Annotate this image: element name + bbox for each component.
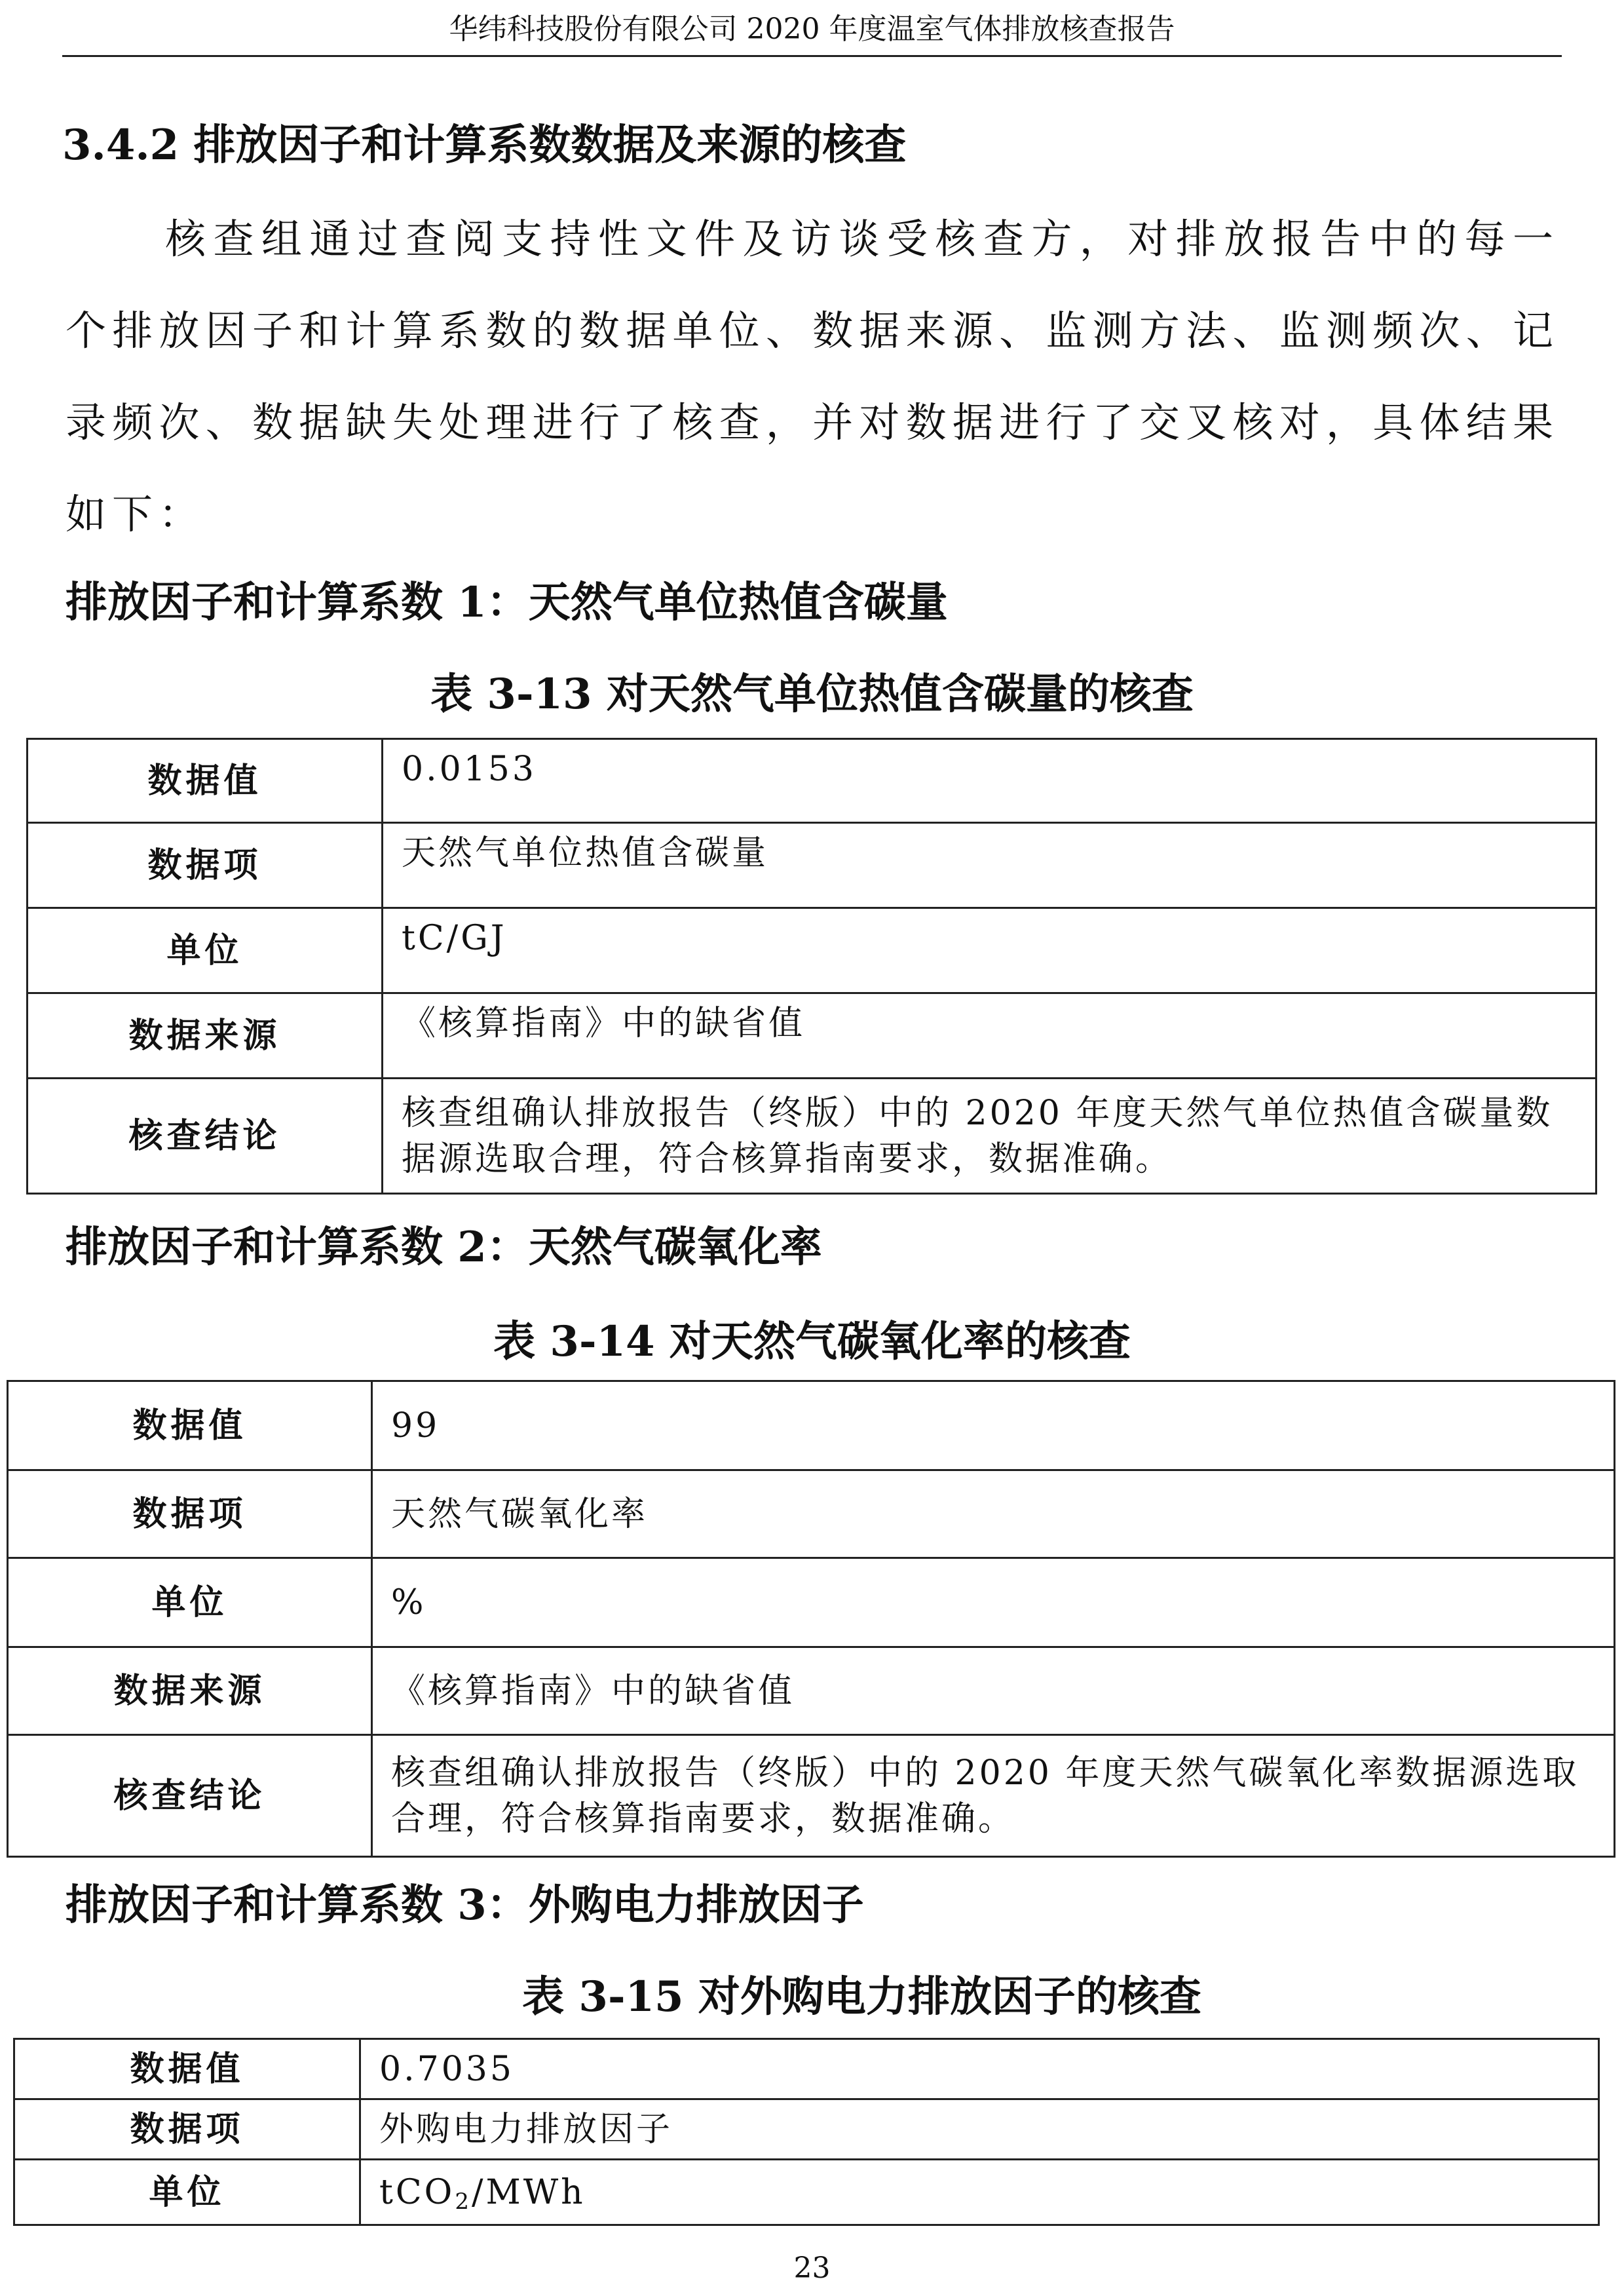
table-3-15-caption: 表 3-15 对外购电力排放因子的核查 <box>522 1972 1201 2021</box>
row-label: 单位 <box>8 1558 372 1647</box>
table-row <box>14 2039 1599 2099</box>
row-value: 0.7035 <box>360 2039 1599 2099</box>
table-3-13 <box>26 738 1597 1195</box>
row-label: 数据来源 <box>8 1647 372 1735</box>
row-label: 数据来源 <box>28 993 383 1079</box>
row-value: 99 <box>372 1381 1615 1470</box>
intro-paragraph: 核查组通过查阅支持性文件及访谈受核查方，对排放报告中的每一个排放因子和计算系数的数据单位、数据来源、监测方法、监测频次、记录频次、数据缺失处理进行了核查，并对数据进行了交叉核对，具体结果如下： <box>66 215 1559 538</box>
row-value: % <box>372 1558 1615 1647</box>
row-label: 数据项 <box>14 2099 360 2160</box>
row-value: 《核算指南》中的缺省值 <box>383 993 1596 1079</box>
row-label: 数据值 <box>28 739 383 823</box>
row-label: 数据值 <box>14 2039 360 2099</box>
table-row <box>14 2160 1599 2225</box>
row-label: 数据项 <box>8 1470 372 1558</box>
table-row <box>8 1558 1615 1647</box>
table-row <box>28 993 1596 1079</box>
table-3-14-caption: 表 3-14 对天然气碳氧化率的核查 <box>493 1317 1131 1366</box>
table-row <box>8 1647 1615 1735</box>
header-title: 华纬科技股份有限公司 2020 年度温室气体排放核查报告 <box>449 12 1175 46</box>
row-label: 核查结论 <box>8 1735 372 1857</box>
page-header <box>62 9 1562 57</box>
table-row <box>28 823 1596 908</box>
table-row <box>8 1470 1615 1558</box>
row-label: 数据值 <box>8 1381 372 1470</box>
row-value: 0.0153 <box>383 739 1596 823</box>
table-row <box>14 2099 1599 2160</box>
table-3-13-caption: 表 3-13 对天然气单位热值含碳量的核查 <box>430 670 1194 719</box>
unit-suffix: /MWh <box>471 2172 586 2212</box>
row-value: 天然气碳氧化率 <box>372 1470 1615 1558</box>
row-value: 外购电力排放因子 <box>360 2099 1599 2160</box>
row-value: 天然气单位热值含碳量 <box>383 823 1596 908</box>
table-row <box>28 1079 1596 1194</box>
unit-prefix: tCO <box>379 2172 455 2212</box>
row-value: 核查组确认排放报告（终版）中的 2020 年度天然气碳氧化率数据源选取合理，符合核算指南要求，数据准确。 <box>372 1735 1615 1857</box>
factor-3-heading: 排放因子和计算系数 3：外购电力排放因子 <box>66 1881 864 1930</box>
row-value: 《核算指南》中的缺省值 <box>372 1647 1615 1735</box>
row-label: 核查结论 <box>28 1079 383 1194</box>
table-row <box>28 739 1596 823</box>
row-value: tC/GJ <box>383 908 1596 993</box>
section-title: 3.4.2 排放因子和计算系数数据及来源的核查 <box>62 121 907 170</box>
unit-subscript: 2 <box>455 2188 472 2215</box>
row-label: 数据项 <box>28 823 383 908</box>
table-3-14 <box>7 1380 1615 1858</box>
table-3-15 <box>13 2038 1600 2226</box>
table-row <box>28 908 1596 993</box>
row-value <box>360 2160 1599 2225</box>
row-label: 单位 <box>28 908 383 993</box>
factor-1-heading: 排放因子和计算系数 1：天然气单位热值含碳量 <box>66 578 948 627</box>
row-label: 单位 <box>14 2160 360 2225</box>
factor-2-heading: 排放因子和计算系数 2：天然气碳氧化率 <box>66 1223 822 1272</box>
table-row <box>8 1381 1615 1470</box>
page-number: 23 <box>793 2251 831 2285</box>
table-row <box>8 1735 1615 1857</box>
row-value: 核查组确认排放报告（终版）中的 2020 年度天然气单位热值含碳量数据源选取合理，符合核算指南要求，数据准确。 <box>383 1079 1596 1194</box>
